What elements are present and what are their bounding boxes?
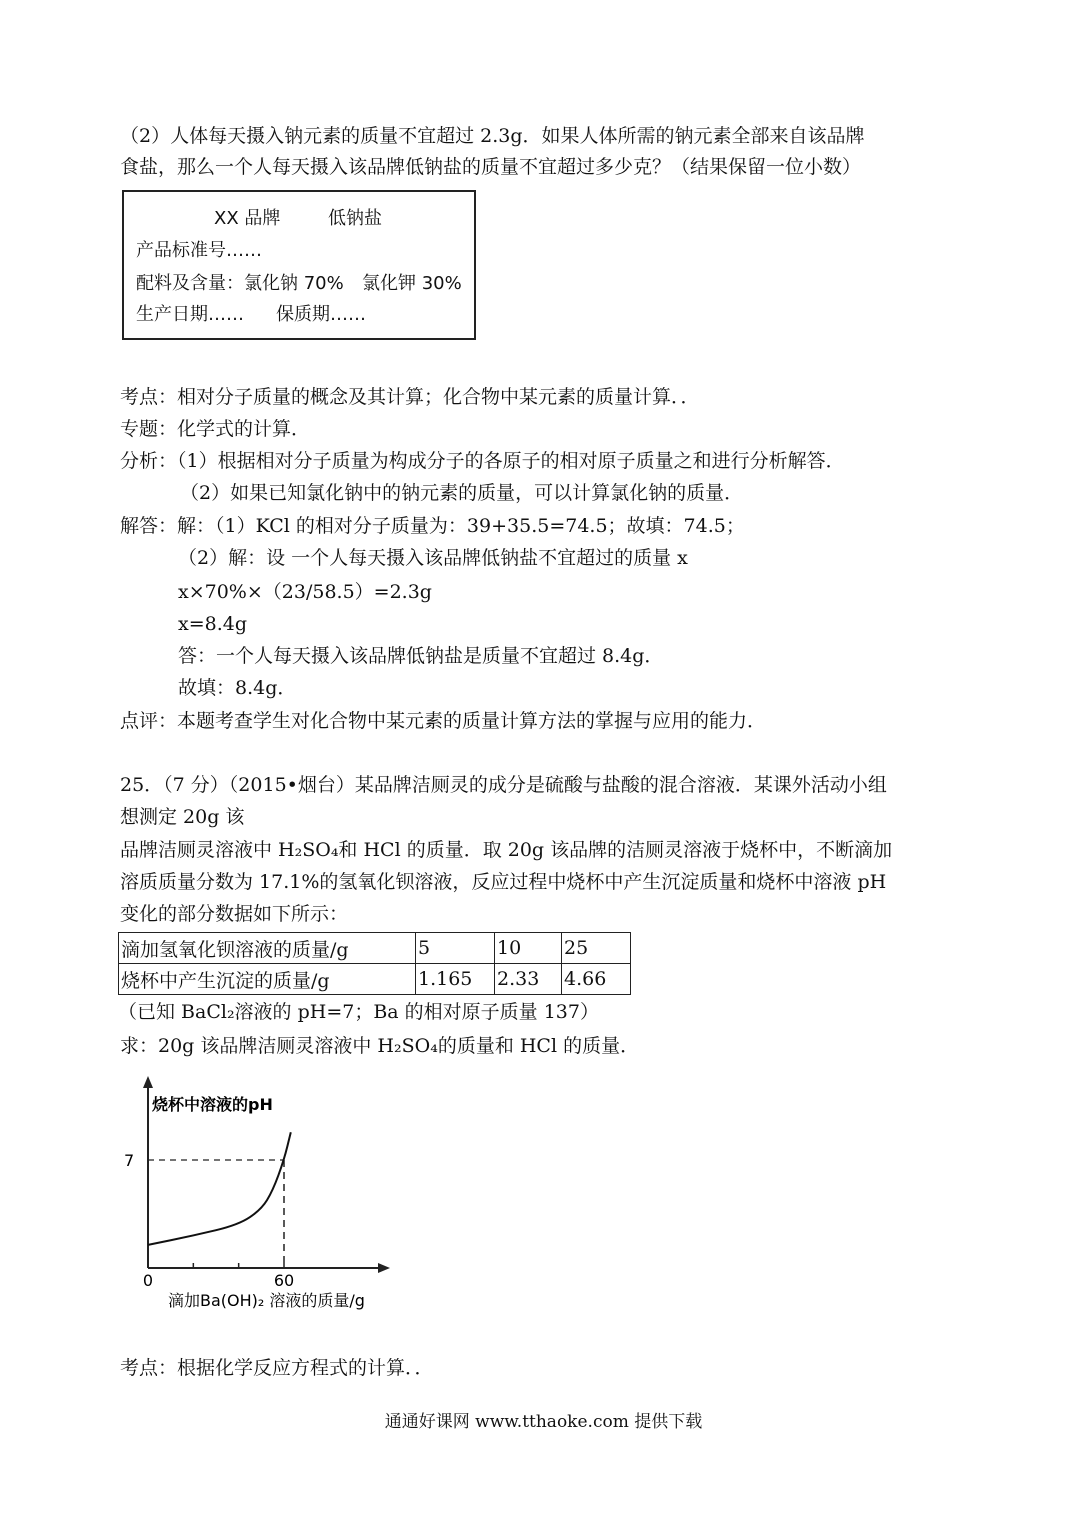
data-table bbox=[118, 932, 631, 995]
q25-line-3: 品牌洁厕灵溶液中 H₂SO₄和 HCl 的质量．取 20g 该品牌的洁厕灵溶液于烧杯中，不断滴加 bbox=[120, 839, 893, 861]
y-tick-label-7: 7 bbox=[124, 1151, 135, 1170]
q25-line-4: 溶质质量分数为 17.1%的氢氧化钡溶液，反应过程中烧杯中产生沉淀质量和烧杯中溶液 pH bbox=[120, 871, 887, 893]
label-date: 生产日期…… bbox=[136, 304, 244, 325]
table-row bbox=[119, 933, 631, 964]
q2-line-1: （2）人体每天摄入钠元素的质量不宜超过 2.3g．如果人体所需的钠元素全部来自该品牌 bbox=[120, 125, 865, 147]
jieda-24-3: x×70%×（23/58.5）=2.3g bbox=[178, 581, 432, 603]
x-axis-title: 滴加Ba(OH)₂ 溶液的质量/g bbox=[168, 1291, 365, 1310]
label-kcl: 氯化钾 30% bbox=[362, 273, 462, 294]
x-axis-arrow bbox=[378, 1263, 390, 1273]
table-cell: 25 bbox=[562, 933, 631, 964]
q25-kaodian: 考点：根据化学反应方程式的计算．． bbox=[120, 1357, 434, 1379]
q25-line-2: 想测定 20g 该 bbox=[120, 806, 245, 828]
jieda-24-1: 解答：解：（1）KCl 的相对分子质量为：39+35.5=74.5；故填：74.5； bbox=[120, 515, 745, 537]
label-ingredients-prefix: 配料及含量： bbox=[136, 273, 244, 294]
label-shelf: 保质期…… bbox=[276, 304, 366, 325]
table-cell: 滴加氢氧化钡溶液的质量/g bbox=[119, 933, 416, 964]
table-cell: 5 bbox=[416, 933, 495, 964]
ph-curve bbox=[148, 1132, 291, 1245]
fenxi-24-1: 分析：（1）根据相对分子质量为构成分子的各原子的相对原子质量之和进行分析解答． bbox=[120, 450, 845, 472]
table-cell: 烧杯中产生沉淀的质量/g bbox=[119, 964, 416, 995]
jieda-24-6: 故填：8.4g． bbox=[178, 677, 297, 699]
q25-line-5: 变化的部分数据如下所示： bbox=[120, 903, 349, 925]
jieda-24-2: （2）解：设 一个人每天摄入该品牌低钠盐不宜超过的质量 x bbox=[178, 547, 688, 569]
x-tick-label-0: 0 bbox=[142, 1271, 154, 1290]
table-cell: 2.33 bbox=[495, 964, 562, 995]
y-axis-title: 烧杯中溶液的pH bbox=[152, 1095, 273, 1114]
ph-chart bbox=[110, 1070, 400, 1320]
label-standard: 产品标准号…… bbox=[136, 240, 262, 261]
x-tick-label-60: 60 bbox=[273, 1271, 295, 1290]
fenxi-24-2: （2）如果已知氯化钠中的钠元素的质量，可以计算氯化钠的质量． bbox=[180, 482, 744, 504]
table-cell: 10 bbox=[495, 933, 562, 964]
product-label bbox=[122, 190, 476, 340]
jieda-24-5: 答：一个人每天摄入该品牌低钠盐是质量不宜超过 8.4g． bbox=[178, 645, 664, 667]
label-product: 低钠盐 bbox=[328, 208, 382, 229]
q25-known: （已知 BaCl₂溶液的 pH=7；Ba 的相对原子质量 137） bbox=[118, 1001, 599, 1023]
q25-line-1: 25．（7 分）（2015•烟台）某品牌洁厕灵的成分是硫酸与盐酸的混合溶液．某课外活动小组 bbox=[120, 774, 887, 796]
table-cell: 4.66 bbox=[562, 964, 631, 995]
jieda-24-4: x=8.4g bbox=[178, 613, 248, 635]
table-row bbox=[119, 964, 631, 995]
q2-line-2: 食盐，那么一个人每天摄入该品牌低钠盐的质量不宜超过多少克？（结果保留一位小数） bbox=[120, 156, 862, 178]
kaodian-24: 考点：相对分子质量的概念及其计算；化合物中某元素的质量计算．． bbox=[120, 386, 700, 408]
label-brand: XX 品牌 bbox=[214, 208, 281, 229]
table-cell: 1.165 bbox=[416, 964, 495, 995]
dianping-24: 点评：本题考查学生对化合物中某元素的质量计算方法的掌握与应用的能力． bbox=[120, 710, 767, 732]
label-nacl: 氯化钠 70% bbox=[244, 273, 344, 294]
y-axis-arrow bbox=[143, 1076, 153, 1088]
zhuanti-24: 专题：化学式的计算． bbox=[120, 418, 311, 440]
footer: 通通好课网 www.tthaoke.com 提供下载 bbox=[384, 1412, 703, 1432]
q25-ask: 求：20g 该品牌洁厕灵溶液中 H₂SO₄的质量和 HCl 的质量． bbox=[120, 1035, 640, 1057]
